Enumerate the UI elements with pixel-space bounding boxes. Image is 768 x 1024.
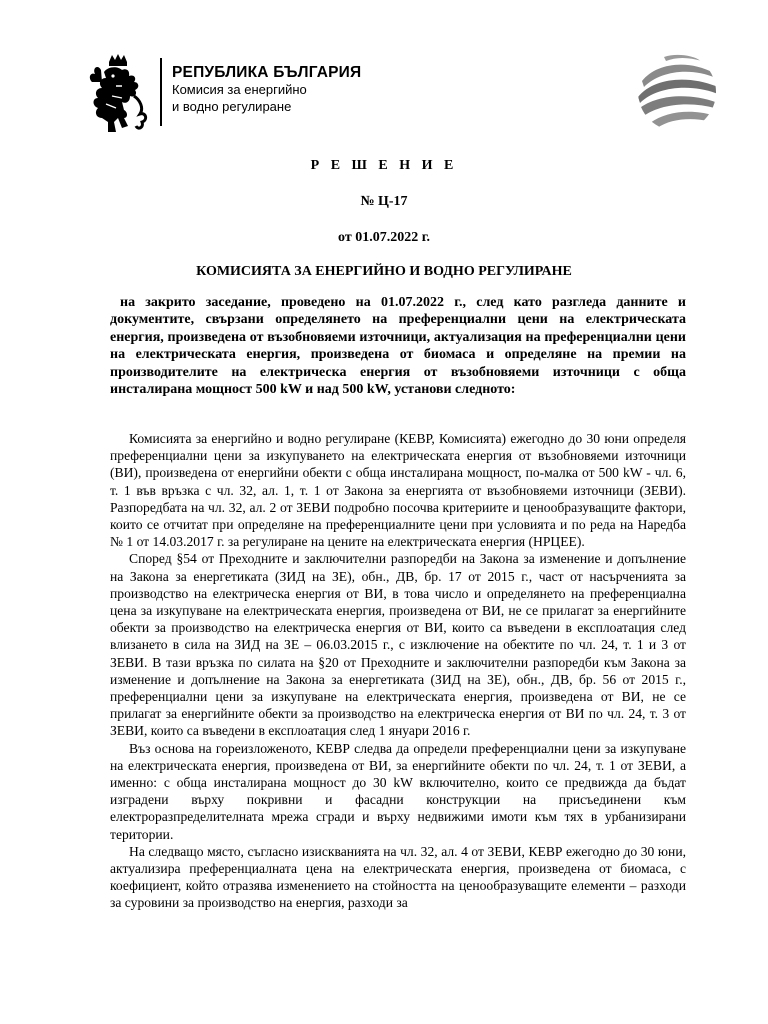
agency-line-2: и водно регулиране <box>172 99 292 114</box>
document-header <box>0 0 768 140</box>
decision-heading: Р Е Ш Е Н И Е <box>310 158 458 173</box>
kevr-globe-logo-icon <box>636 51 718 133</box>
body-paragraph: Комисията за енергийно и водно регулиране (КЕВР, Комисията) ежегодно до 30 юни определя преференциални цени за изкупуването на електрическата енергия от възобновяеми източници (ВИ), произведена от енергийни обекти с обща инсталирана мощност, по-малка от 500 kW - чл. 6, т. 1 във връзка с чл. 32, ал. 1, т. 1 от Закона за енергията от възобновяеми източници (ЗЕВИ). Разпоредбата на чл. 32, ал. 2 от ЗЕВИ подробно посочва критериите и ценообразуващите фактори, които се отчитат при определяне на преференциалните цени при условията и по реда на Наредба № 1 от 14.03.2017 г. за регулиране на цените на електрическата енергия (НРЦЕЕ). <box>110 431 686 550</box>
agency-line-1: Комисия за енергийно <box>172 82 307 97</box>
agency-name <box>172 64 361 115</box>
decision-number: № Ц-17 <box>360 194 408 209</box>
decision-date: от 01.07.2022 г. <box>338 230 430 245</box>
country-name: РЕПУБЛИКА БЪЛГАРИЯ <box>172 64 362 81</box>
document-body <box>110 430 686 912</box>
preamble-paragraph: на закрито заседание, проведено на 01.07.2022 г., след като разгледа данните и документите, свързани определянето на преференциални цени на електрическата енергия, произведена от възобновяеми източници, актуализация на преференциални цени на електрическата енергия, произведена от биомаса и определяне на премии на производителите на електрическа енергия от възобновяеми източници с обща инсталирана мощност 500 kW и над 500 kW, установи следното: <box>110 295 686 398</box>
body-paragraph: Въз основа на гореизложеното, КЕВР следва да определи преференциални цени за изкупуване на електрическата енергия, произведена от ВИ, за енергийните обекти по чл. 24, т. 1 от ЗЕВИ, а именно: с обща инсталирана мощност до 30 kW включително, които се предвижда да бъдат изградени върху покривни и фасадни конструкции на присъединени към електроразпределителната мрежа сгради и върху недвижими имоти към тях в урбанизирани територии. <box>110 740 686 842</box>
body-paragraph: На следващо място, съгласно изискванията на чл. 32, ал. 4 от ЗЕВИ, КЕВР ежегодно до 30 юни, актуализира преференциалната цена на електрическата енергия, произведена от биомаса, с коефициент, който отразява изменението на стойността на ценообразуващите елементи – разходи за суровини за производство на енергия, разходи за <box>110 843 686 911</box>
header-divider <box>160 58 162 126</box>
commission-name: КОМИСИЯТА ЗА ЕНЕРГИЙНО И ВОДНО РЕГУЛИРАНЕ <box>196 264 572 279</box>
body-paragraph: Според §54 от Преходните и заключителни разпоредби на Закона за изменение и допълнение на Закона за енергетиката (ЗИД на ЗЕ), обн., ДВ, бр. 17 от 2015 г., част от насърченията за производство на електрическа енергия от ВИ, в това число и определянето на преференциална цена за изкупуване на електрическата енергия, произведена от ВИ, не се прилагат за енергийните обекти за производство на електрическа енергия от ВИ, които са въведени в експлоатация след влизането в сила на ЗИД на ЗЕ – 06.03.2015 г., с изключение на обектите по чл. 24, т. 1 и 3 от ЗЕВИ. В тази връзка по силата на §20 от Преходните и заключителни разпоредби към Закона за изменение и допълнение на Закона за енергетиката (ЗИД на ЗЕ), обн., ДВ, бр. 56 от 2015 г., преференциални цени за изкупуване на електрическата енергия, произведена от ВИ, не се прилагат за енергийните обекти за производство на електрическа енергия от ВИ по чл. 24, т. 3 от ЗЕВИ, които са въведени в експлоатация след 1 януари 2016 г. <box>110 551 686 739</box>
bulgarian-lion-crest-icon <box>82 52 152 136</box>
